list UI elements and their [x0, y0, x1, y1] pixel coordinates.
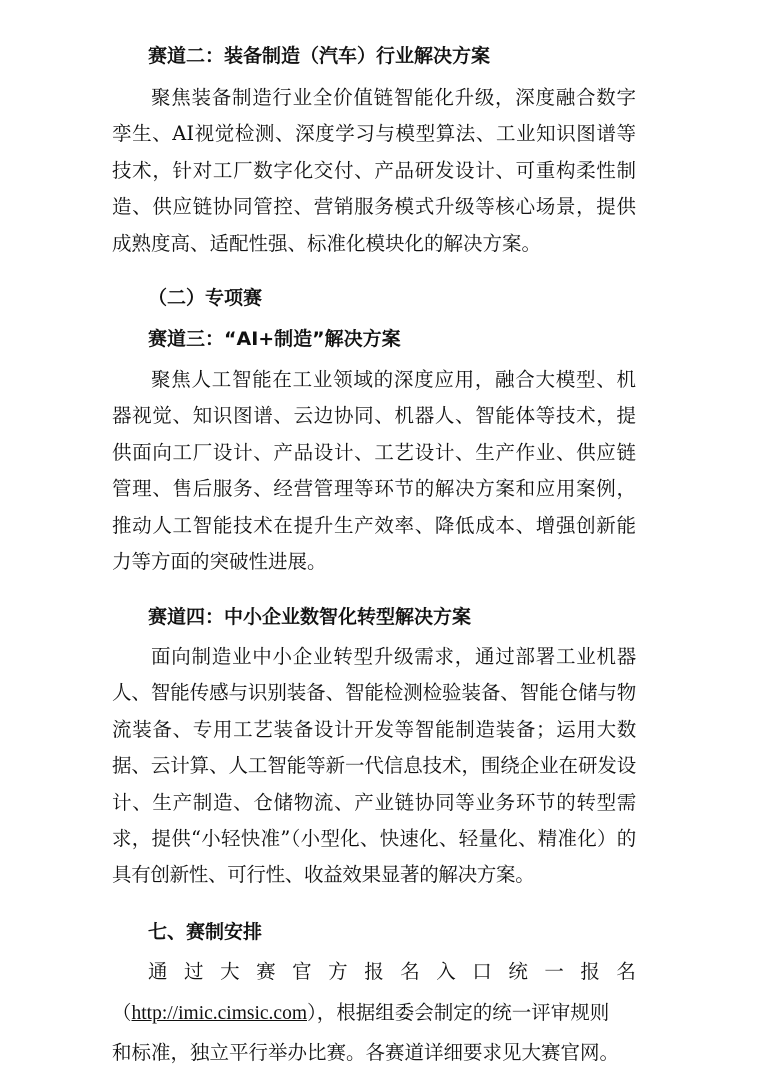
track4-paragraph: 面向制造业中小企业转型升级需求，通过部署工业机器人、智能传感与识别装备、智能检测检验装备、智能仓储与物流装备、专用工艺装备设计开发等智能制造装备；运用大数据、云计算、人工智能等新一代信息技术，围绕企业在研发设计、生产制造、仓储物流、产业链协同等业务环节的转型需求，提供“小轻快准”（小型化、快速化、轻量化、精准化）的具有创新性、可行性、收益效果显著的解决方案。 [112, 645, 636, 887]
paren-open: （ [112, 1001, 132, 1024]
track2-heading: 赛道二：装备制造（汽车）行业解决方案 [148, 45, 491, 67]
registration-char: 一 [544, 960, 564, 983]
registration-char: 官 [292, 960, 312, 983]
registration-char: 大 [220, 960, 240, 983]
special-section-heading: （二）专项赛 [148, 287, 263, 309]
registration-char: 入 [436, 960, 456, 983]
registration-char: 名 [400, 960, 420, 983]
registration-char: 通 [148, 960, 168, 983]
track4-heading: 赛道四：中小企业数智化转型解决方案 [148, 606, 472, 628]
registration-char: 报 [580, 960, 600, 983]
rules-line: 和标准，独立平行举办比赛。各赛道详细要求见大赛官网。 [112, 1041, 620, 1064]
registration-char: 过 [184, 960, 204, 983]
registration-char: 口 [472, 960, 492, 983]
registration-line [148, 958, 636, 986]
track2-paragraph: 聚焦装备制造行业全价值链智能化升级，深度融合数字孪生、AI视觉检测、深度学习与模型算法、工业知识图谱等技术，针对工厂数字化交付、产品研发设计、可重构柔性制造、供应链协同管控、营销服务模式升级等核心场景，提供成熟度高、适配性强、标准化模块化的解决方案。 [112, 86, 636, 255]
track3-paragraph: 聚焦人工智能在工业领域的深度应用，融合大模型、机器视觉、知识图谱、云边协同、机器人、智能体等技术，提供面向工厂设计、产品设计、工艺设计、生产作业、供应链管理、售后服务、经营管理等环节的解决方案和应用案例，推动人工智能技术在提升生产效率、降低成本、增强创新能力等方面的突破性进展。 [112, 368, 636, 574]
registration-char: 赛 [256, 960, 276, 983]
registration-char: 名 [616, 960, 636, 983]
track3-heading: 赛道三：“AI+制造”解决方案 [148, 328, 401, 350]
registration-char: 统 [508, 960, 528, 983]
registration-url-link[interactable]: http://imic.cimsic.com [131, 1003, 307, 1024]
registration-char: 报 [364, 960, 384, 983]
registration-url-line [112, 999, 636, 1028]
section7-heading: 七、赛制安排 [148, 921, 263, 943]
registration-char: 方 [328, 960, 348, 983]
url-line-rest: ），根据组委会制定的统一评审规则 [307, 1001, 610, 1024]
